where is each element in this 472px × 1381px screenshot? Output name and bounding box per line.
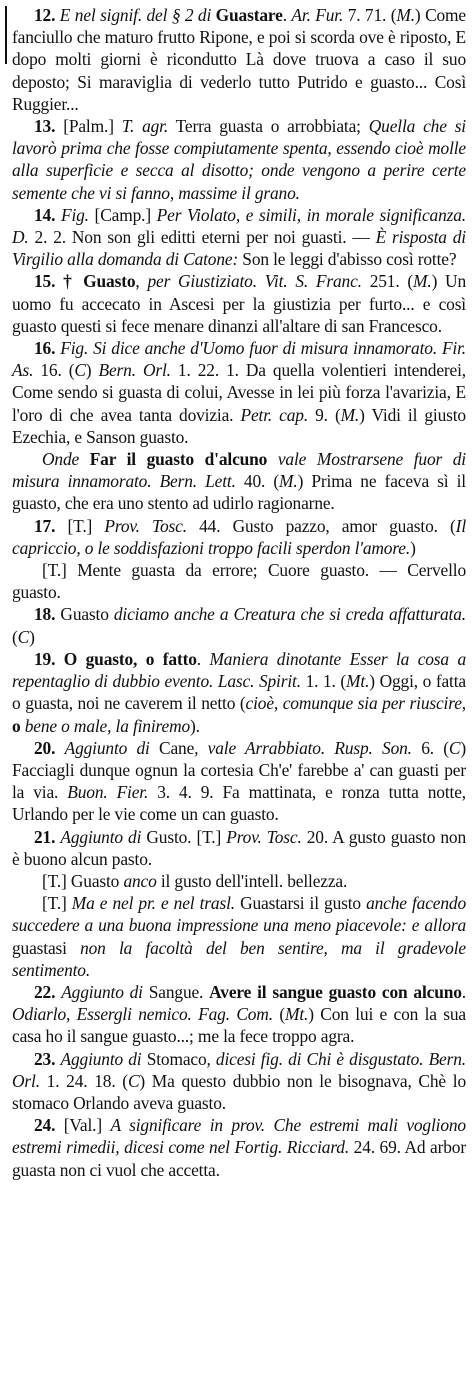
entry-text-segment: 19. bbox=[34, 648, 64, 669]
entry-text-segment: Gusto. [T.] bbox=[146, 826, 227, 847]
entry-text-segment: Aggiunto di bbox=[60, 826, 147, 847]
entry-text-segment: 1. 1. ( bbox=[300, 671, 347, 692]
entry-text-segment: Fig. Si dice anche d'Uomo fuor di misura innamorato. Fir. As. bbox=[12, 338, 466, 381]
entry-text-segment: 16. ( bbox=[33, 360, 75, 381]
entries-list bbox=[12, 4, 466, 1181]
entry-text-segment: Ma e nel pr. e nel trasl. bbox=[71, 893, 235, 914]
entry-text-segment: [T.] Guasto bbox=[42, 870, 124, 891]
entry-text-segment: Onde bbox=[42, 449, 90, 470]
entry-text-segment: guastasi bbox=[12, 937, 81, 958]
entry-text-segment: Far il guasto d'alcuno bbox=[89, 449, 268, 470]
dictionary-entry bbox=[12, 515, 466, 559]
entry-text-segment: 44. Gusto pazzo, amor guasto. ( bbox=[186, 515, 456, 536]
entry-text-segment: Prov. Tosc. bbox=[104, 515, 187, 536]
entry-text-segment: [Palm.] bbox=[63, 116, 122, 137]
entry-text-segment: ) Oggi, o fatta o guasta, noi ne caverem il netto ( bbox=[12, 671, 466, 714]
entry-text-segment: 13. bbox=[34, 116, 64, 137]
entry-text-segment: . bbox=[461, 981, 466, 1002]
dictionary-entry bbox=[12, 559, 466, 603]
entry-text-segment: 23. bbox=[34, 1048, 61, 1069]
entry-text-segment: , vale Arrabbiato. Rusp. Son. bbox=[194, 737, 412, 758]
dictionary-entry bbox=[12, 204, 466, 271]
entry-text-segment: . bbox=[196, 648, 210, 669]
entry-text-segment: Guasto bbox=[60, 604, 114, 625]
entry-text-segment: Guasto bbox=[83, 271, 136, 292]
dictionary-entry bbox=[12, 115, 466, 204]
entry-text-segment: 1. 24. 18. ( bbox=[39, 1070, 128, 1091]
dictionary-entry bbox=[12, 337, 466, 448]
entry-text-segment: . bbox=[282, 5, 292, 25]
entry-text-segment: C bbox=[17, 626, 30, 647]
entry-text-segment: Cane bbox=[159, 737, 195, 758]
entry-text-segment: 18. bbox=[34, 604, 61, 625]
entry-text-segment: , dicesi fig. di Chi è disgustato. Bern. Orl. bbox=[12, 1048, 466, 1091]
entry-text-segment: T. agr. bbox=[121, 116, 169, 137]
entry-text-segment: Aggiunto di bbox=[60, 1048, 147, 1069]
entry-text-segment: [T.] Mente guasta da errore; Cuore guasto. — Cervello guasto. bbox=[12, 560, 466, 603]
entry-text-segment: 251. ( bbox=[361, 271, 414, 292]
entry-text-segment: ) Prima ne faceva sì il guasto, che era uno stento ad udirlo ragionarne. bbox=[12, 471, 466, 514]
entry-text-segment: Avere il sangue guasto con alcuno bbox=[209, 981, 462, 1002]
entry-text-segment: anco bbox=[123, 870, 157, 891]
entry-text-segment: M. bbox=[396, 5, 415, 25]
entry-text-segment: Stomaco bbox=[146, 1048, 207, 1069]
entry-text-segment: Bern. Orl. bbox=[98, 360, 171, 381]
entry-text-segment: Fig. bbox=[60, 204, 89, 225]
entry-text-segment: [Camp.] bbox=[88, 204, 157, 225]
entry-text-segment: 15. † bbox=[34, 271, 84, 292]
entry-text-segment: ) Ma questo dubbio non le bisognava, Chè lo stomaco Orlando aveva guasto. bbox=[12, 1070, 466, 1113]
entry-text-segment: Odiarlo, Essergli nemico. Fag. Com. bbox=[12, 1004, 273, 1025]
entry-text-segment: ). bbox=[190, 715, 200, 736]
entry-text-segment: O guasto, o fatto bbox=[63, 648, 197, 669]
entry-text-segment: Petr. cap. bbox=[240, 404, 309, 425]
entry-text-segment: Son le leggi d'abisso così rotte? bbox=[238, 249, 457, 270]
entry-text-segment: C bbox=[448, 737, 461, 758]
entry-text-segment: il gusto dell'intell. bellezza. bbox=[156, 870, 348, 891]
entry-text-segment: ) bbox=[85, 360, 99, 381]
dictionary-entry bbox=[12, 603, 466, 647]
entry-text-segment: vale Mostrarsene fuor di misura innamorato. Bern. Lett. bbox=[12, 449, 466, 492]
entry-text-segment: M. bbox=[279, 471, 298, 492]
entry-text-segment: cioè, comunque sia per riuscire bbox=[245, 693, 462, 714]
entry-text-segment: ) Con lui e con la sua casa ho il sangue guasto...; me la fece troppo agra. bbox=[12, 1004, 466, 1047]
entry-text-segment: 24. bbox=[34, 1115, 64, 1136]
entry-text-segment: M. bbox=[413, 271, 432, 292]
dictionary-entry bbox=[12, 1114, 466, 1181]
entry-text-segment: 9. ( bbox=[308, 404, 341, 425]
entry-text-segment: 12. bbox=[34, 5, 60, 25]
entry-text-segment: Aggiunto di bbox=[61, 981, 149, 1002]
entry-text-segment: ) Come fanciullo che maturo frutto Ripone, e poi si scorda ove è riposto, E dopo molti giorni è ricondutto Là dove truova a caso il suo deposto; Si maraviglia di vederlo tutto Putrido e guasto... Così Ruggier... bbox=[12, 5, 467, 114]
entry-text-segment: C bbox=[127, 1070, 140, 1091]
entry-text-segment: , bbox=[461, 693, 466, 714]
dictionary-entry bbox=[12, 1048, 466, 1115]
entry-text-segment: 14. bbox=[34, 204, 61, 225]
entry-text-segment: 6. ( bbox=[411, 737, 449, 758]
entry-text-segment: E nel signif. del § 2 di bbox=[59, 5, 216, 25]
entry-text-segment: 1. 22. 1. Da quella volentieri intenderei, Come sendo si guasta di colui, Avesse in lei più forza l'avarizia, E l'oro di che avea tanta dovizia. bbox=[12, 360, 466, 425]
entry-text-segment: Il capriccio, o le soddisfazioni troppo facili sperdon l'amore. bbox=[12, 515, 466, 558]
dictionary-entry bbox=[12, 648, 466, 737]
entry-text-segment: ( bbox=[12, 626, 18, 647]
entry-text-segment: Quella che si lavorò prima che fosse compiutamente spenta, essendo cioè molle alla superficie e secca al disotto; onde vengono a perire certe semente che vi si fanno, massime il grano. bbox=[12, 116, 466, 203]
entry-text-segment: 20. A gusto guasto non è buono alcun pasto. bbox=[12, 826, 466, 869]
entry-text-segment: ) bbox=[410, 537, 416, 558]
entry-text-segment: Per Violato, e simili, in morale significanza. D. bbox=[12, 204, 466, 248]
entry-text-segment: 2. 2. Non son gli editti eterni per noi guasti. — bbox=[28, 227, 376, 248]
entry-text-segment: 24. 69. Ad arbor guasta non ci vuol che accetta. bbox=[12, 1137, 466, 1180]
entry-text-segment: Guastare bbox=[215, 5, 283, 25]
entry-text-segment: [T.] bbox=[42, 893, 72, 914]
entry-text-segment: 21. bbox=[34, 826, 61, 847]
entry-text-segment: Terra guasta o arrobbiata; bbox=[168, 116, 369, 137]
entry-text-segment: anche facendo succedere a una buona impressione una meno piacevole: e allora bbox=[12, 893, 466, 936]
dictionary-entry bbox=[12, 448, 466, 515]
entry-text-segment: M. bbox=[340, 404, 360, 425]
dictionary-entry bbox=[12, 826, 466, 870]
dictionary-entry bbox=[12, 981, 466, 1048]
entry-text-segment: Buon. Fier. bbox=[67, 782, 149, 803]
entry-text-segment: È risposta di Virgilio alla domanda di Catone: bbox=[12, 227, 466, 270]
entry-text-segment: ) Un uomo fu accecato in Ascesi per la giustizia per furto... e così guasto questi si fece menare dinanzi all'altare di san Francesco. bbox=[12, 271, 466, 336]
entry-text-segment: bene o male, la finiremo bbox=[20, 715, 191, 736]
entry-text-segment: diciamo anche a Creatura che si creda affatturata. bbox=[113, 604, 466, 625]
entry-text-segment: Ar. Fur. bbox=[291, 5, 344, 25]
entry-text-segment: Mt. bbox=[346, 671, 370, 692]
entry-text-segment: ) Facciagli dunque ognun la cortesia Ch'e' farebbe a' can guasti per la via. bbox=[12, 737, 467, 803]
dictionary-entry bbox=[12, 4, 466, 115]
entry-text-segment: , bbox=[135, 271, 148, 292]
entry-text-segment: Sangue. bbox=[148, 981, 210, 1002]
entry-text-segment: 17. bbox=[34, 515, 68, 536]
entry-text-segment: 40. ( bbox=[235, 471, 280, 492]
entry-text-segment: o bbox=[12, 715, 21, 736]
entry-text-segment: Mt. bbox=[284, 1004, 309, 1025]
dictionary-entry bbox=[12, 737, 466, 826]
entry-text-segment: 16. bbox=[34, 338, 61, 359]
entry-text-segment: Aggiunto di bbox=[64, 737, 160, 758]
entry-text-segment: [Val.] bbox=[63, 1115, 111, 1136]
entry-text-segment: non la facoltà del ben sentire, ma il gradevole sentimento. bbox=[12, 937, 466, 980]
dictionary-entry bbox=[12, 892, 466, 981]
entry-text-segment: C bbox=[74, 360, 86, 381]
entry-text-segment: 20. bbox=[34, 737, 65, 758]
entry-text-segment: Prov. Tosc. bbox=[226, 826, 302, 847]
entry-text-segment: [T.] bbox=[67, 515, 105, 536]
entry-text-segment: ) bbox=[29, 626, 35, 647]
entry-text-segment: ( bbox=[272, 1004, 285, 1025]
margin-rule bbox=[5, 6, 7, 64]
entry-text-segment: per Giustiziato. Vit. S. Franc. bbox=[147, 271, 362, 292]
entry-text-segment: Guastarsi il gusto bbox=[234, 893, 367, 914]
dictionary-entry bbox=[12, 270, 466, 337]
entry-text-segment: 22. bbox=[34, 981, 62, 1002]
entry-text-segment: A significare in prov. Che estremi mali vogliono estremi rimedii, dicesi come nel Fortig. Ricciard. bbox=[12, 1115, 466, 1158]
dictionary-entry bbox=[12, 870, 466, 892]
entry-text-segment: 7. 71. ( bbox=[343, 5, 397, 25]
entry-text-segment: 3. 4. 9. Fa mattinata, e ronza tutta notte, Urlando per le vie come un can guasto. bbox=[12, 782, 466, 825]
entry-text-segment: ) Vidi il giusto Ezechia, e Sanson guasto. bbox=[12, 404, 466, 447]
entry-text-segment: Maniera dinotante Esser la cosa a repentaglio di dubbio evento. Lasc. Spirit. bbox=[12, 648, 466, 692]
